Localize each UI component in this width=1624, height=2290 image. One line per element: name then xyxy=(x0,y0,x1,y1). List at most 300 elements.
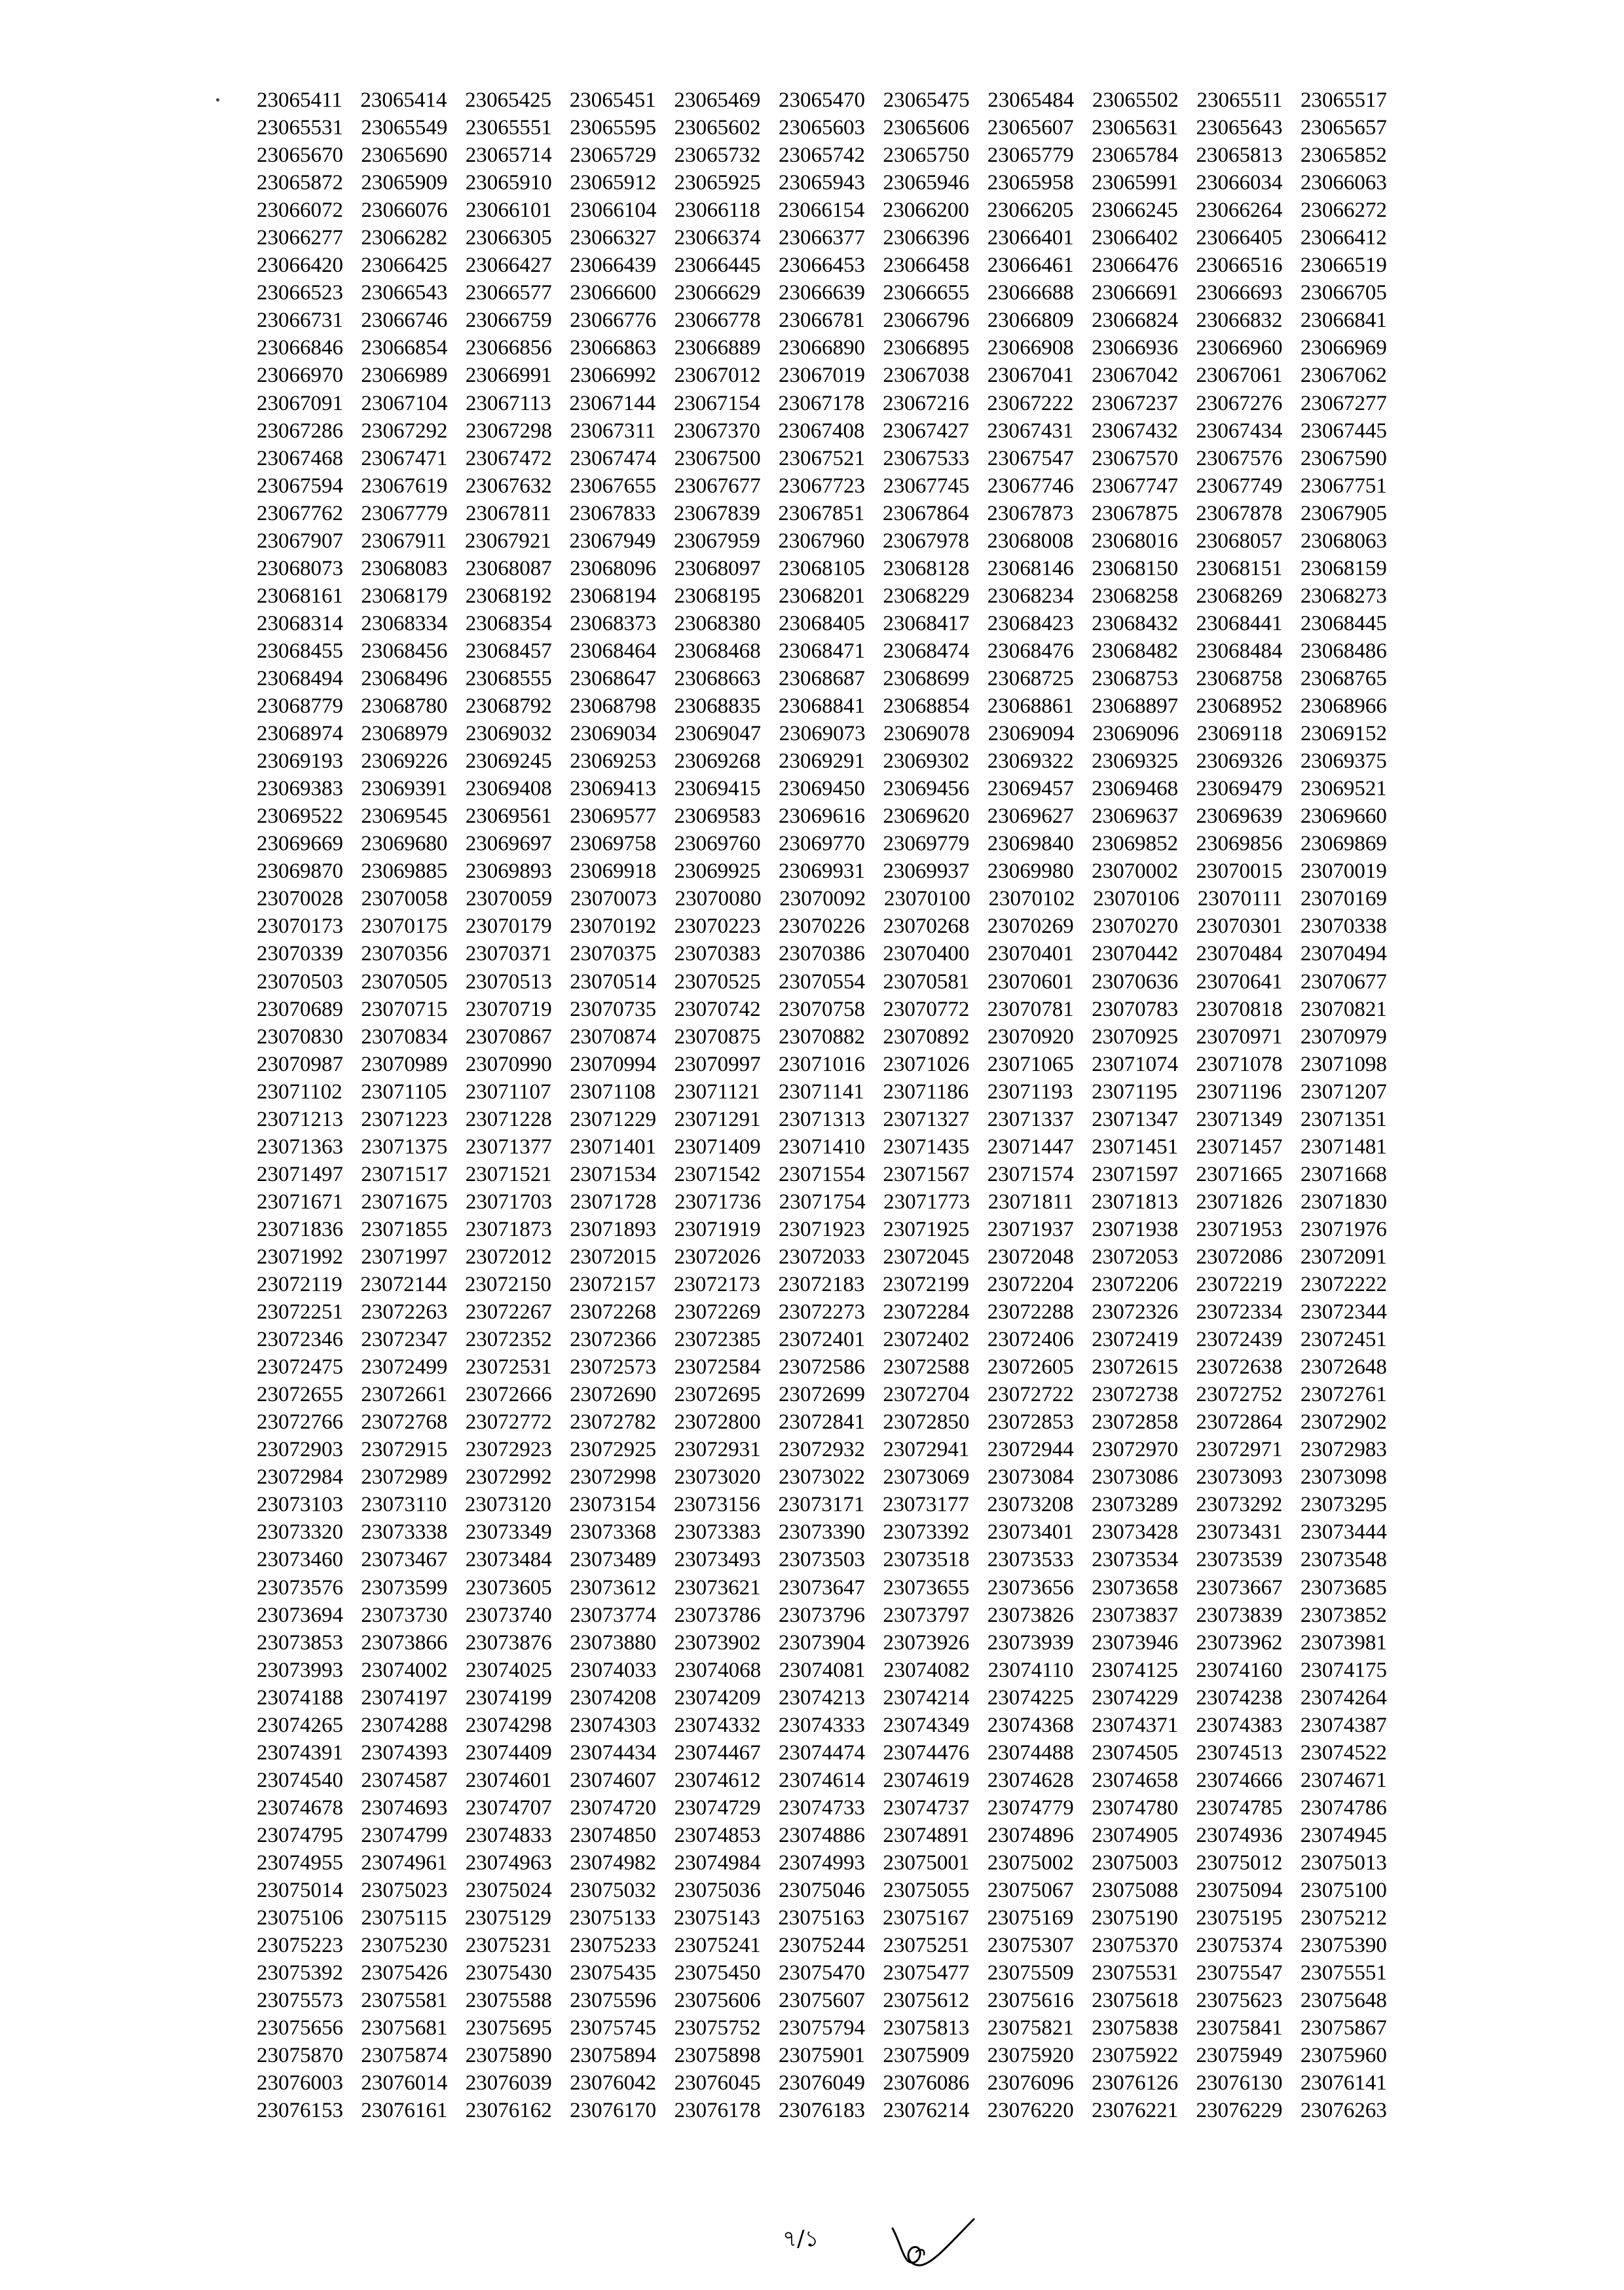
roll-number: 23076183 xyxy=(778,2099,865,2123)
roll-number: 23075370 xyxy=(1092,1934,1179,1958)
roll-number: 23072738 xyxy=(1092,1383,1179,1407)
roll-number: 23073292 xyxy=(1196,1493,1283,1517)
roll-number: 23070270 xyxy=(1092,914,1179,939)
roll-number: 23072144 xyxy=(360,1273,447,1297)
roll-number: 23066890 xyxy=(778,336,865,360)
roll-number: 23070356 xyxy=(361,942,448,966)
roll-number: 23074303 xyxy=(570,1713,657,1737)
roll-number: 23075100 xyxy=(1300,1879,1387,1903)
roll-number: 23075596 xyxy=(570,1989,657,2013)
roll-number: 23069918 xyxy=(570,859,657,884)
roll-number: 23072573 xyxy=(570,1355,657,1380)
table-row xyxy=(257,1959,1387,1987)
roll-number: 23068474 xyxy=(883,639,970,663)
roll-number: 23073852 xyxy=(1300,1603,1387,1627)
roll-number: 23071937 xyxy=(987,1217,1074,1241)
roll-number: 23074795 xyxy=(257,1823,343,1847)
roll-number: 23066461 xyxy=(987,253,1074,278)
roll-number: 23075374 xyxy=(1196,1934,1283,1958)
roll-number: 23072752 xyxy=(1196,1383,1283,1407)
roll-number: 23069758 xyxy=(570,832,657,856)
roll-number: 23068484 xyxy=(1196,639,1283,663)
table-row xyxy=(257,2069,1387,2097)
roll-number: 23067632 xyxy=(465,474,552,498)
roll-number: 23070111 xyxy=(1197,887,1283,911)
roll-number: 23072150 xyxy=(464,1273,551,1297)
roll-number: 23075898 xyxy=(674,2044,761,2068)
roll-number: 23067576 xyxy=(1196,446,1283,470)
roll-number: 23071728 xyxy=(570,1190,657,1214)
roll-number: 23075390 xyxy=(1300,1934,1387,1958)
roll-number: 23072183 xyxy=(778,1273,865,1297)
roll-number: 23073694 xyxy=(257,1603,343,1627)
roll-number: 23074349 xyxy=(883,1713,970,1737)
roll-number: 23067619 xyxy=(361,474,448,498)
roll-number: 23075046 xyxy=(778,1879,865,1903)
roll-number: 23070059 xyxy=(466,887,553,911)
roll-number: 23074213 xyxy=(778,1685,865,1710)
table-row xyxy=(257,1243,1387,1271)
roll-number: 23067749 xyxy=(1196,474,1283,498)
table-row xyxy=(257,1051,1387,1078)
roll-number: 23074488 xyxy=(987,1740,1074,1765)
roll-number: 23072971 xyxy=(1196,1438,1283,1462)
roll-number: 23069577 xyxy=(570,804,657,829)
roll-number: 23073460 xyxy=(257,1548,343,1572)
roll-number: 23065991 xyxy=(1092,171,1179,195)
roll-number: 23069383 xyxy=(257,777,343,801)
roll-number: 23074678 xyxy=(257,1795,343,1820)
roll-number: 23072451 xyxy=(1300,1328,1387,1352)
roll-number: 23073655 xyxy=(883,1575,970,1600)
roll-number: 23066327 xyxy=(570,226,657,250)
roll-number: 23069375 xyxy=(1300,749,1387,774)
roll-number: 23071665 xyxy=(1196,1162,1283,1186)
roll-number: 23074298 xyxy=(465,1713,552,1737)
roll-number: 23071213 xyxy=(257,1107,343,1131)
roll-number: 23074391 xyxy=(257,1740,343,1765)
roll-number: 23071195 xyxy=(1092,1079,1177,1104)
roll-number: 23066841 xyxy=(1300,309,1387,333)
roll-number: 23074409 xyxy=(465,1740,552,1765)
roll-number: 23075551 xyxy=(1300,1961,1387,1985)
table-row xyxy=(257,197,1387,224)
roll-number: 23074628 xyxy=(987,1768,1074,1792)
roll-number: 23068457 xyxy=(465,639,552,663)
roll-number: 23070400 xyxy=(883,942,970,966)
roll-number: 23067038 xyxy=(883,364,970,388)
roll-number: 23075870 xyxy=(257,2044,343,2068)
roll-number: 23068159 xyxy=(1300,556,1387,580)
roll-number: 23070758 xyxy=(778,997,865,1021)
table-row xyxy=(257,2097,1387,2124)
roll-number: 23066439 xyxy=(570,253,657,278)
roll-number: 23072263 xyxy=(361,1300,448,1324)
roll-number: 23067745 xyxy=(883,474,970,498)
roll-number: 23065946 xyxy=(883,171,970,195)
roll-number: 23065502 xyxy=(1092,88,1179,112)
roll-number: 23070989 xyxy=(361,1052,448,1076)
roll-number: 23072334 xyxy=(1196,1300,1283,1324)
table-row xyxy=(257,1436,1387,1463)
roll-number: 23065670 xyxy=(257,143,343,168)
roll-number: 23066272 xyxy=(1300,198,1387,223)
roll-number: 23072853 xyxy=(987,1410,1074,1435)
roll-number: 23067042 xyxy=(1092,364,1179,388)
roll-number: 23071102 xyxy=(257,1079,342,1104)
roll-number: 23066691 xyxy=(1092,281,1179,305)
roll-number: 23068161 xyxy=(257,584,343,608)
roll-number: 23070867 xyxy=(465,1024,552,1049)
roll-number: 23071992 xyxy=(257,1245,343,1269)
roll-number: 23071517 xyxy=(361,1162,448,1186)
roll-number: 23068854 xyxy=(883,694,970,719)
roll-number: 23069094 xyxy=(987,722,1075,746)
table-row xyxy=(257,1794,1387,1822)
table-row xyxy=(257,885,1387,912)
roll-number: 23073320 xyxy=(257,1520,343,1545)
roll-number: 23070892 xyxy=(883,1024,970,1049)
roll-number: 23071078 xyxy=(1196,1052,1283,1076)
table-row xyxy=(257,1353,1387,1381)
roll-number: 23072269 xyxy=(674,1300,761,1324)
roll-number: 23073208 xyxy=(987,1493,1074,1517)
roll-number: 23072800 xyxy=(674,1410,761,1435)
roll-number: 23072655 xyxy=(257,1383,343,1407)
roll-number: 23075890 xyxy=(465,2044,552,2068)
roll-number: 23076096 xyxy=(987,2071,1074,2095)
roll-number: 23066705 xyxy=(1300,281,1387,305)
table-row xyxy=(257,1078,1387,1106)
roll-number: 23066854 xyxy=(361,336,448,360)
roll-number: 23072704 xyxy=(883,1383,970,1407)
roll-number: 23073289 xyxy=(1091,1493,1178,1517)
roll-number: 23075426 xyxy=(361,1961,448,1985)
roll-number: 23072288 xyxy=(987,1300,1074,1324)
roll-number: 23073902 xyxy=(674,1630,761,1655)
roll-number: 23071574 xyxy=(987,1162,1074,1186)
roll-number: 23066655 xyxy=(883,281,970,305)
roll-number: 23066746 xyxy=(361,309,448,333)
table-row xyxy=(257,2042,1387,2069)
roll-number: 23071410 xyxy=(778,1135,865,1159)
roll-number: 23073904 xyxy=(778,1630,865,1655)
roll-number: 23070015 xyxy=(1196,859,1283,884)
roll-number: 23073110 xyxy=(361,1493,447,1517)
roll-number: 23070719 xyxy=(465,997,552,1021)
roll-number: 23070874 xyxy=(570,1024,657,1049)
roll-number: 23075430 xyxy=(465,1961,552,1985)
roll-number: 23070028 xyxy=(257,887,343,911)
roll-number: 23074607 xyxy=(570,1768,657,1792)
roll-number: 23066063 xyxy=(1300,171,1387,195)
roll-number: 23074199 xyxy=(465,1685,552,1710)
roll-number: 23071186 xyxy=(883,1079,969,1104)
roll-number: 23071351 xyxy=(1300,1107,1387,1131)
roll-number: 23071481 xyxy=(1300,1135,1387,1159)
roll-number: 23073599 xyxy=(361,1575,448,1600)
roll-number: 23071826 xyxy=(1196,1190,1283,1214)
roll-number: 23073839 xyxy=(1196,1603,1283,1627)
roll-number: 23070192 xyxy=(570,914,657,939)
roll-number: 23069047 xyxy=(674,722,762,746)
roll-number: 23071521 xyxy=(465,1162,552,1186)
roll-number: 23072903 xyxy=(257,1438,343,1462)
table-row xyxy=(257,141,1387,169)
roll-number: 23072268 xyxy=(570,1300,657,1324)
table-row xyxy=(257,417,1387,445)
roll-number: 23075623 xyxy=(1196,1989,1283,2013)
roll-number: 23071121 xyxy=(674,1079,760,1104)
roll-number: 23067839 xyxy=(673,501,760,525)
roll-number: 23075648 xyxy=(1300,1989,1387,2013)
roll-number: 23069479 xyxy=(1196,777,1283,801)
roll-number: 23070925 xyxy=(1092,1024,1179,1049)
roll-number: 23071497 xyxy=(257,1162,343,1186)
roll-number: 23075241 xyxy=(674,1934,761,1958)
roll-number: 23074886 xyxy=(778,1823,865,1847)
roll-number: 23065943 xyxy=(778,171,865,195)
roll-number: 23068097 xyxy=(674,556,761,580)
roll-number: 23066118 xyxy=(674,198,760,223)
roll-number: 23070742 xyxy=(674,997,761,1021)
table-row xyxy=(257,1023,1387,1051)
roll-number: 23074393 xyxy=(361,1740,448,1765)
roll-number: 23071925 xyxy=(883,1217,970,1241)
roll-number: 23067434 xyxy=(1196,419,1283,443)
page-number: ৭/১ xyxy=(783,2226,819,2252)
roll-number: 23070875 xyxy=(674,1024,761,1049)
table-row xyxy=(257,1216,1387,1243)
table-row xyxy=(257,1133,1387,1161)
roll-number: 23068482 xyxy=(1092,639,1179,663)
roll-number: 23075195 xyxy=(1196,1906,1283,1930)
roll-number: 23070339 xyxy=(257,942,343,966)
roll-number: 23076003 xyxy=(257,2071,343,2095)
roll-number: 23071193 xyxy=(987,1079,1073,1104)
roll-number: 23067408 xyxy=(778,419,865,443)
roll-number: 23067113 xyxy=(466,391,551,415)
table-row xyxy=(257,1463,1387,1491)
roll-number: 23071873 xyxy=(465,1217,552,1241)
roll-number: 23074474 xyxy=(778,1740,865,1765)
roll-number: 23065517 xyxy=(1300,88,1387,112)
roll-number: 23069415 xyxy=(674,777,761,801)
roll-number: 23075392 xyxy=(257,1961,343,1985)
roll-number: 23075023 xyxy=(361,1879,448,1903)
roll-number: 23065742 xyxy=(778,143,865,168)
roll-number: 23071108 xyxy=(570,1079,655,1104)
roll-number: 23071409 xyxy=(674,1135,761,1159)
roll-number: 23073431 xyxy=(1196,1520,1283,1545)
roll-number: 23072033 xyxy=(778,1245,865,1269)
roll-number: 23066277 xyxy=(257,226,343,250)
roll-number: 23068273 xyxy=(1300,584,1387,608)
roll-number: 23072326 xyxy=(1092,1300,1179,1324)
roll-number: 23075547 xyxy=(1196,1961,1283,1985)
roll-number: 23066600 xyxy=(570,281,657,305)
roll-number: 23075894 xyxy=(570,2044,657,2068)
roll-number: 23074963 xyxy=(465,1851,552,1875)
roll-number: 23073444 xyxy=(1300,1520,1387,1545)
roll-number: 23075681 xyxy=(361,2016,448,2040)
roll-number: 23075032 xyxy=(570,1879,657,1903)
roll-number: 23074264 xyxy=(1300,1685,1387,1710)
roll-number: 23069325 xyxy=(1092,749,1179,774)
roll-number: 23065852 xyxy=(1300,143,1387,168)
roll-number: 23070442 xyxy=(1092,942,1179,966)
roll-number: 23067474 xyxy=(570,446,657,470)
roll-number: 23069457 xyxy=(987,777,1074,801)
roll-number: 23073946 xyxy=(1092,1630,1179,1655)
table-row xyxy=(257,1712,1387,1739)
roll-number: 23072347 xyxy=(361,1328,448,1352)
roll-number: 23066453 xyxy=(778,253,865,278)
roll-number: 23073084 xyxy=(987,1465,1074,1490)
roll-number: 23065631 xyxy=(1092,116,1179,140)
roll-number: 23072045 xyxy=(883,1245,970,1269)
roll-number: 23073093 xyxy=(1196,1465,1283,1490)
roll-number: 23075013 xyxy=(1300,1851,1387,1875)
roll-number: 23068486 xyxy=(1300,639,1387,663)
roll-number: 23067216 xyxy=(882,391,969,415)
roll-number: 23072588 xyxy=(883,1355,970,1380)
roll-number: 23074540 xyxy=(257,1768,343,1792)
roll-number: 23066425 xyxy=(361,253,448,278)
roll-number: 23073493 xyxy=(674,1548,761,1572)
roll-number: 23075920 xyxy=(987,2044,1074,2068)
roll-number: 23075949 xyxy=(1196,2044,1283,2068)
roll-number: 23069937 xyxy=(883,859,970,884)
roll-number: 23067276 xyxy=(1196,391,1283,415)
roll-number: 23068258 xyxy=(1092,584,1179,608)
roll-number: 23067041 xyxy=(987,364,1074,388)
roll-number: 23075133 xyxy=(569,1906,656,1930)
roll-number: 23075752 xyxy=(674,2016,761,2040)
roll-number: 23068057 xyxy=(1196,529,1283,553)
roll-number: 23067472 xyxy=(465,446,552,470)
roll-number: 23073086 xyxy=(1092,1465,1179,1490)
roll-number: 23067811 xyxy=(466,501,551,525)
roll-number: 23071451 xyxy=(1092,1135,1179,1159)
roll-number: 23075509 xyxy=(987,1961,1074,1985)
roll-number: 23069268 xyxy=(674,749,761,774)
roll-number: 23072666 xyxy=(465,1383,552,1407)
roll-number: 23065475 xyxy=(883,88,970,112)
roll-number: 23067091 xyxy=(257,391,343,415)
roll-number: 23066396 xyxy=(883,226,970,250)
roll-number: 23074110 xyxy=(987,1658,1074,1682)
roll-number: 23069637 xyxy=(1092,804,1179,829)
roll-number: 23065470 xyxy=(778,88,865,112)
roll-number: 23075573 xyxy=(257,1989,343,2013)
roll-number: 23068897 xyxy=(1092,694,1179,719)
roll-number: 23066639 xyxy=(778,281,865,305)
roll-number: 23076221 xyxy=(1092,2099,1179,2123)
roll-number: 23065451 xyxy=(569,88,656,112)
roll-number: 23070997 xyxy=(674,1052,761,1076)
roll-number: 23073685 xyxy=(1300,1575,1387,1600)
roll-number: 23068151 xyxy=(1196,556,1283,580)
roll-number: 23066245 xyxy=(1091,198,1178,223)
roll-number: 23068974 xyxy=(257,722,343,746)
roll-number: 23076130 xyxy=(1196,2071,1283,2095)
table-row xyxy=(257,1326,1387,1353)
roll-number: 23067432 xyxy=(1091,419,1178,443)
roll-number: 23070783 xyxy=(1092,997,1179,1021)
roll-number: 23071228 xyxy=(465,1107,552,1131)
roll-number: 23075169 xyxy=(987,1906,1074,1930)
roll-number: 23069034 xyxy=(570,722,657,746)
roll-number: 23074720 xyxy=(570,1795,657,1820)
roll-number: 23068456 xyxy=(361,639,448,663)
roll-number: 23067959 xyxy=(673,529,760,553)
roll-number: 23070175 xyxy=(361,914,448,939)
roll-number: 23068861 xyxy=(987,694,1074,719)
table-row xyxy=(257,1298,1387,1326)
roll-number: 23066445 xyxy=(674,253,761,278)
roll-number: 23074505 xyxy=(1092,1740,1179,1765)
table-row xyxy=(257,1932,1387,1959)
roll-number: 23070338 xyxy=(1300,914,1387,939)
roll-number: 23074332 xyxy=(674,1713,761,1737)
roll-number: 23070830 xyxy=(257,1024,343,1049)
roll-number: 23068194 xyxy=(570,584,657,608)
roll-number: 23075233 xyxy=(570,1934,657,1958)
roll-number: 23065414 xyxy=(360,88,447,112)
roll-number: 23067746 xyxy=(987,474,1074,498)
roll-number: 23075014 xyxy=(257,1879,343,1903)
roll-number: 23075874 xyxy=(361,2044,448,2068)
roll-number: 23074025 xyxy=(466,1658,553,1682)
roll-number: 23072989 xyxy=(361,1465,448,1490)
roll-number: 23075003 xyxy=(1092,1851,1179,1875)
roll-number: 23071938 xyxy=(1092,1217,1179,1241)
roll-number: 23072761 xyxy=(1300,1383,1387,1407)
table-row xyxy=(257,1574,1387,1602)
roll-number: 23066519 xyxy=(1300,253,1387,278)
table-row xyxy=(257,1161,1387,1188)
roll-number: 23074434 xyxy=(570,1740,657,1765)
roll-number: 23072173 xyxy=(673,1273,760,1297)
roll-number: 23065469 xyxy=(674,88,761,112)
roll-number: 23069450 xyxy=(778,777,865,801)
roll-number: 23073730 xyxy=(361,1603,448,1627)
roll-number: 23070169 xyxy=(1300,887,1387,911)
roll-number: 23072772 xyxy=(465,1410,552,1435)
roll-number: 23071855 xyxy=(361,1217,448,1241)
roll-number: 23073156 xyxy=(673,1493,760,1517)
roll-number: 23068269 xyxy=(1196,584,1283,608)
table-row xyxy=(257,307,1387,334)
roll-number: 23068841 xyxy=(778,694,865,719)
roll-number: 23072015 xyxy=(570,1245,657,1269)
roll-number: 23069408 xyxy=(465,777,552,801)
table-row xyxy=(257,1657,1387,1684)
table-row xyxy=(257,445,1387,472)
roll-number: 23073993 xyxy=(257,1658,343,1682)
roll-number: 23072902 xyxy=(1300,1410,1387,1435)
roll-number: 23074693 xyxy=(361,1795,448,1820)
roll-number: 23066846 xyxy=(257,336,343,360)
roll-number: 23067875 xyxy=(1091,501,1178,525)
roll-number: 23069779 xyxy=(883,832,970,856)
roll-number: 23068417 xyxy=(883,611,970,635)
roll-number: 23069521 xyxy=(1300,777,1387,801)
table-row xyxy=(257,802,1387,830)
roll-number: 23071074 xyxy=(1092,1052,1179,1076)
roll-number: 23071107 xyxy=(465,1079,551,1104)
